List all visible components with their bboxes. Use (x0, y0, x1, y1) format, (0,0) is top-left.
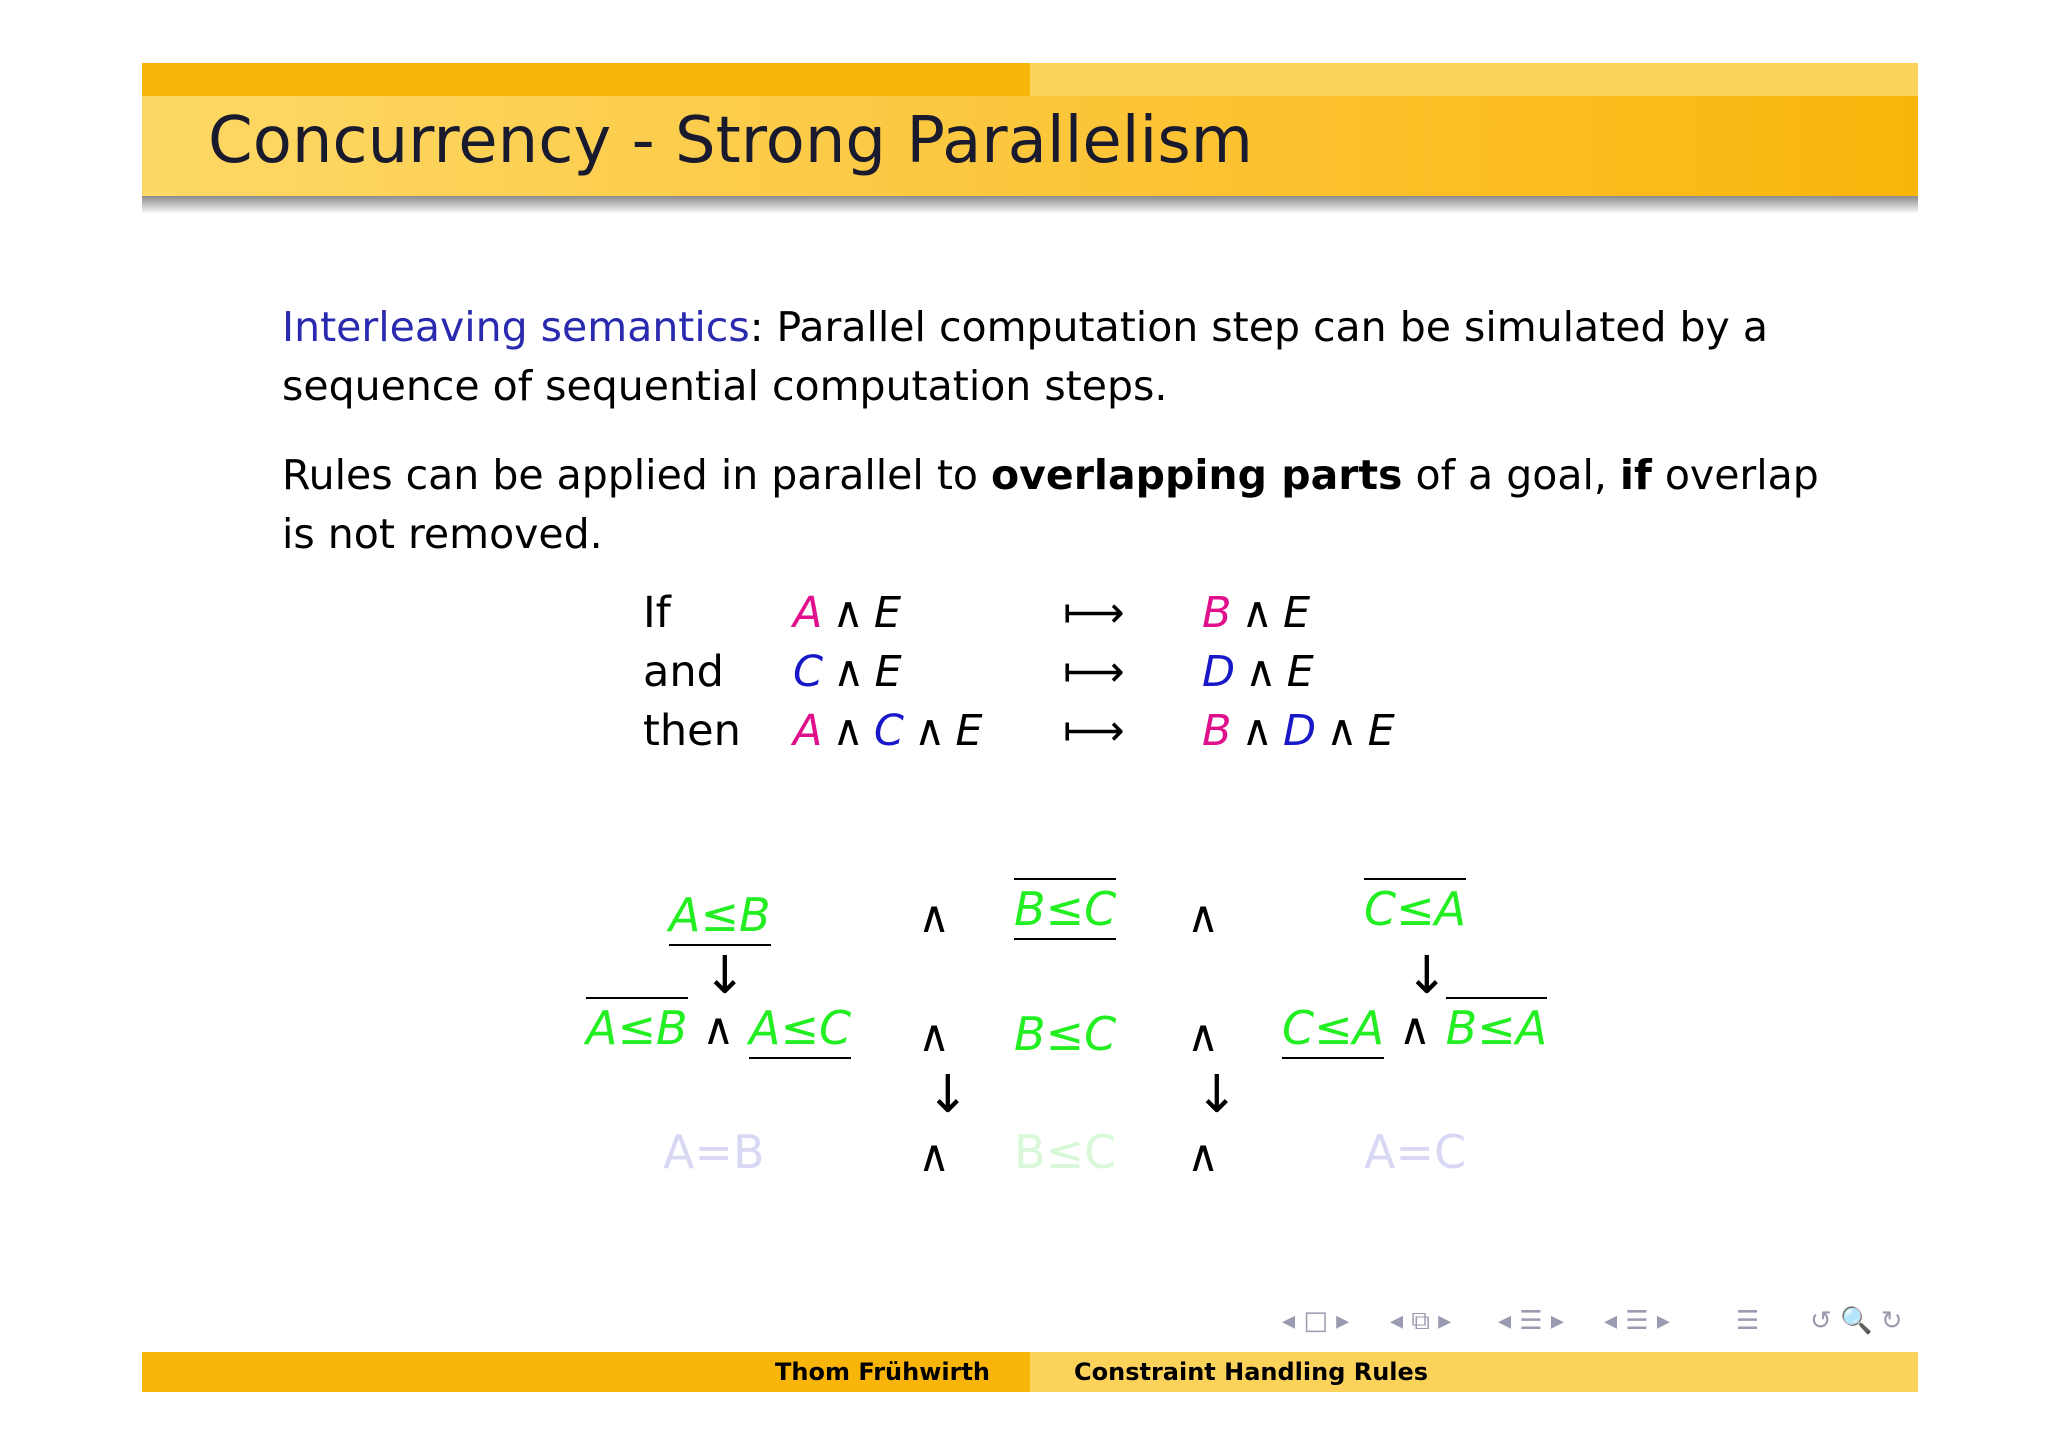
footer-author: Thom Frühwirth (775, 1358, 990, 1386)
footer-title: Constraint Handling Rules (1074, 1358, 1429, 1386)
constraint-a-le-b: A≤B (586, 997, 688, 1055)
paragraph-2-mid: of a goal, (1402, 451, 1620, 499)
constraint-a-le-c: A≤C (749, 1001, 851, 1059)
sym-b: B (1202, 706, 1232, 756)
header-strip-right (1030, 63, 1918, 96)
rule-1-arrow: ⟼ (1063, 588, 1125, 638)
overlapping-parts-bold: overlapping parts (991, 451, 1403, 499)
sym-e: E (874, 647, 902, 697)
diagram-r2-wedge-1: ∧ (918, 1011, 951, 1062)
diagram-r3-left: A=B (663, 1125, 765, 1179)
diagram-r3-wedge-1: ∧ (918, 1131, 951, 1182)
sym-e: E (955, 706, 983, 756)
constraint-c-le-a: C≤A (1282, 1001, 1384, 1059)
paragraph-2-post: overlap (1651, 451, 1819, 499)
constraint-c-le-a: C≤A (1364, 878, 1466, 936)
wedge: ∧ (1241, 588, 1273, 638)
diagram-arrow-2: ↓ (1405, 946, 1449, 1006)
rule-word-and: and (643, 647, 724, 697)
wedge: ∧ (832, 588, 864, 638)
rule-2-arrow: ⟼ (1063, 647, 1125, 697)
rule-word-then: then (643, 706, 741, 756)
diagram-arrow-3: ↓ (926, 1065, 970, 1125)
wedge: ∧ (832, 706, 864, 756)
nav-subsubsection-icon[interactable]: ◂ ☰ ▸ (1604, 1306, 1670, 1336)
diagram-r1-left (669, 888, 771, 942)
sym-c: C (873, 706, 904, 756)
rule-3-lhs (793, 706, 983, 756)
paragraph-2-line-2: is not removed. (282, 510, 603, 558)
diagram-r2-wedge-2: ∧ (1187, 1011, 1220, 1062)
diagram-r1-wedge-1: ∧ (918, 892, 951, 943)
sym-b: B (1202, 588, 1232, 638)
rule-3-rhs (1202, 706, 1395, 756)
wedge: ∧ (1245, 647, 1277, 697)
diagram-r1-wedge-2: ∧ (1187, 892, 1220, 943)
paragraph-2-pre: Rules can be applied in parallel to (282, 451, 992, 499)
nav-subsection-icon[interactable]: ◂ ⧉ ▸ (1390, 1306, 1452, 1336)
wedge: ∧ (1326, 706, 1358, 756)
constraint-a-le-b: A≤B (669, 888, 771, 946)
constraint-b-le-a: B≤A (1446, 997, 1548, 1055)
rule-2-rhs (1202, 647, 1314, 697)
diagram-arrow-4: ↓ (1195, 1065, 1239, 1125)
sym-e: E (1367, 706, 1395, 756)
wedge: ∧ (833, 647, 865, 697)
paragraph-1-text: : Parallel computation step can be simulated by a (749, 303, 1768, 351)
sym-a: A (793, 588, 823, 638)
if-bold: if (1619, 451, 1652, 499)
diagram-r1-mid (1014, 882, 1116, 936)
paragraph-1-line-1 (282, 298, 1768, 357)
sym-e: E (873, 588, 902, 638)
sym-d: D (1202, 647, 1236, 697)
sym-d: D (1282, 706, 1317, 756)
nav-search-icon[interactable]: ↺ 🔍 ↻ (1810, 1306, 1903, 1336)
diagram-r3-wedge-2: ∧ (1187, 1131, 1220, 1182)
wedge: ∧ (1398, 1004, 1431, 1055)
diagram-r2-mid: B≤C (1014, 1007, 1117, 1061)
paragraph-2-line-1 (282, 446, 1819, 505)
nav-section-icon[interactable]: ◂ ☰ ▸ (1498, 1306, 1564, 1336)
rule-2-lhs (793, 647, 902, 697)
sym-c: C (793, 647, 824, 697)
diagram-r2-left (586, 1001, 851, 1055)
diagram-r2-right (1282, 1001, 1547, 1055)
diagram-r3-right: A=C (1364, 1125, 1467, 1179)
wedge: ∧ (913, 706, 946, 756)
rule-word-if: If (643, 588, 671, 638)
sym-e: E (1282, 588, 1311, 638)
diagram-r1-right (1364, 882, 1466, 936)
sym-e: E (1286, 647, 1314, 697)
wedge: ∧ (1241, 706, 1273, 756)
rule-1-rhs (1202, 588, 1310, 638)
interleaving-term: Interleaving semantics (282, 303, 750, 351)
sym-a: A (793, 706, 823, 756)
header-strip-left (142, 63, 1030, 96)
nav-toc-icon[interactable]: ☰ (1736, 1306, 1760, 1336)
constraint-b-le-c: B≤C (1014, 878, 1116, 940)
paragraph-1-line-2: sequence of sequential computation steps. (282, 362, 1168, 410)
rule-1-lhs (793, 588, 901, 638)
slide-title: Concurrency - Strong Parallelism (208, 104, 1253, 178)
wedge: ∧ (702, 1004, 735, 1055)
header-shadow (142, 196, 1918, 214)
rule-3-arrow: ⟼ (1063, 706, 1125, 756)
diagram-arrow-1: ↓ (703, 946, 747, 1006)
nav-frame-icon[interactable]: ◂ □ ▸ (1282, 1306, 1350, 1336)
diagram-r3-mid: B≤C (1014, 1125, 1117, 1179)
